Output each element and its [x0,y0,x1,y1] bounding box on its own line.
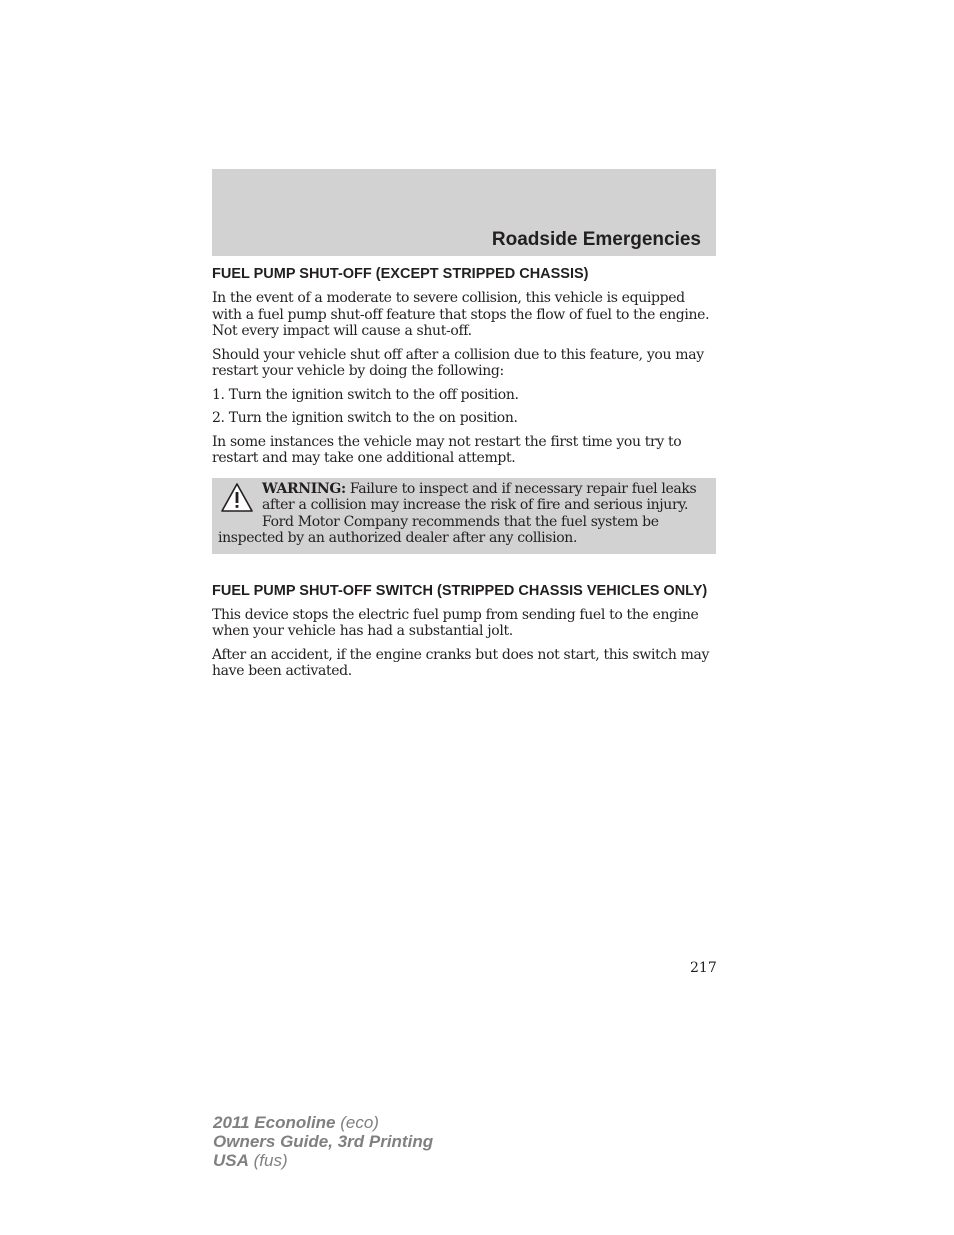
footer-market: USA [213,1151,249,1170]
paragraph: This device stops the electric fuel pump from sending fuel to the engine when your vehicle has had a substantial jolt. [212,606,699,639]
paragraph: In some instances the vehicle may not restart the first time you try to restart and may take one additional attempt. [212,433,682,466]
page-number: 217 [690,960,717,976]
step-item: 1. Turn the ignition switch to the off position. [212,386,519,403]
footer [213,1113,433,1170]
footer-market-code: (fus) [248,1151,288,1170]
warning-text [218,481,706,547]
footer-line [213,1132,433,1151]
warning-triangle-icon [220,481,254,515]
page-content [212,266,716,687]
footer-model: 2011 Econoline [213,1113,336,1132]
paragraph: Should your vehicle shut off after a collision due to this feature, you may restart your vehicle by doing the following: [212,346,704,379]
warning-box [212,478,716,554]
section-header-band [212,169,716,256]
step-item: 2. Turn the ignition switch to the on position. [212,410,518,426]
section-heading-fuel-pump-switch: FUEL PUMP SHUT-OFF SWITCH (STRIPPED CHASSIS VEHICLES ONLY) [212,582,708,599]
paragraph: In the event of a moderate to severe collision, this vehicle is equipped with a fuel pump shut-off feature that stops the flow of fuel to the engine. Not every impact will cause a shut-off. [212,290,710,339]
footer-guide: Owners Guide, 3rd Printing [213,1132,434,1151]
footer-code: (eco) [335,1113,379,1132]
paragraph: After an accident, if the engine cranks but does not start, this switch may have been activated. [212,646,710,679]
footer-line [213,1151,433,1170]
footer-line [213,1113,433,1132]
section-title: Roadside Emergencies [491,229,701,250]
section-heading-fuel-pump-shutoff: FUEL PUMP SHUT-OFF (EXCEPT STRIPPED CHASSIS) [212,266,589,282]
warning-label: WARNING: [262,480,346,497]
warning-body: Failure to inspect and if necessary repair fuel leaks after a collision may increase the risk of fire and serious injury. Ford Motor Company recommends that the fuel system be inspected by an authorized dealer after any collision. [218,480,697,546]
